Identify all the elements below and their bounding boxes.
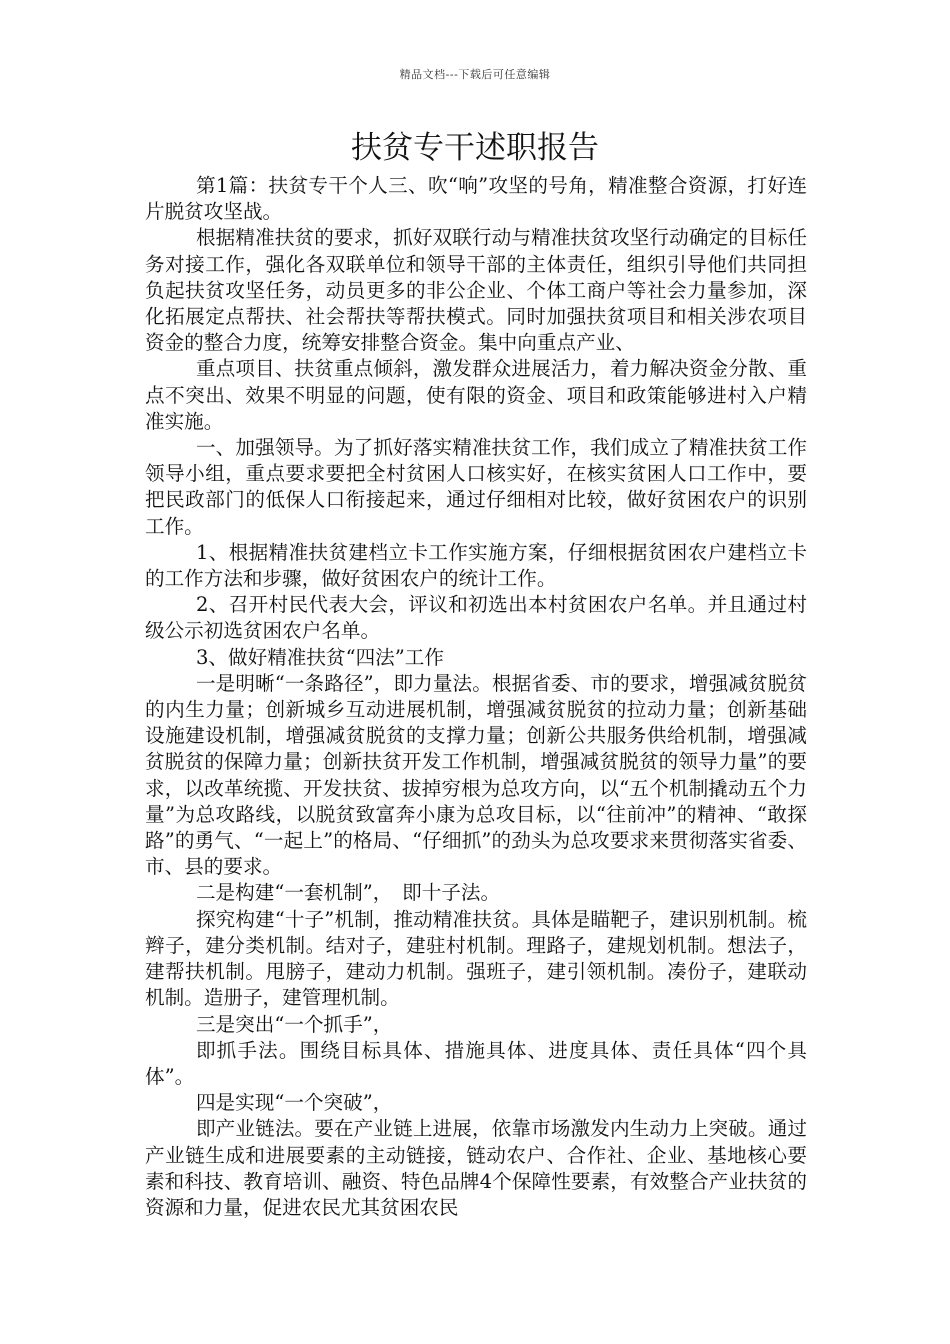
paragraph-6: 2、召开村民代表大会，评议和初选出本村贫困农户名单。并且通过村级公示初选贫困农户名单。 (145, 593, 807, 643)
paragraph-12: 即抓手法。围绕目标具体、措施具体、进度具体、责任具体“四个具体”。 (145, 1038, 807, 1088)
paragraph-5: 1、根据精准扶贫建档立卡工作实施方案，仔细根据贫困农户建档立卡的工作方法和步骤，做好贫困农户的统计工作。 (145, 540, 807, 591)
paragraph-1: 第1篇：扶贫专干个人三、吹“响”攻坚的号角，精准整合资源，打好连片脱贫攻坚战。 (145, 174, 807, 224)
paragraph-14: 即产业链法。要在产业链上进展，依靠市场激发内生动力上突破。通过产业链生成和进展要素的主动链接，链动农户、合作社、企业、基地核心要素和科技、教育培训、融资、特色品牌4个保障性要素，有效整合产业扶贫的资源和力量，促进农民尤其贫困农民 (145, 1117, 807, 1219)
paragraph-11: 三是突出“一个抓手”， (195, 1012, 393, 1036)
paragraph-4: 一、加强领导。为了抓好落实精准扶贫工作，我们成立了精准扶贫工作领导小组，重点要求要把全村贫困人口核实好，在核实贫困人口工作中，要把民政部门的低保人口衔接起来，通过仔细相对比较，做好贫困农户的识别工作。 (145, 436, 807, 538)
paragraph-8: 一是明晰“一条路径”，即力量法。根据省委、市的要求，增强减贫脱贫的内生力量；创新城乡互动进展机制，增强减贫脱贫的拉动力量；创新基础设施建设机制，增强减贫脱贫的支撑力量；创新公共服务供给机制，增强减贫脱贫的保障力量；创新扶贫开发工作机制，增强减贫脱贫的领导力量”的要求，以改革统揽、开发扶贫、拔掉穷根为总攻方向，以“五个机制撬动五个力量”为总攻路线，以脱贫致富奔小康为总攻目标，以“往前冲”的精神、“敢探路”的勇气、“一起上”的格局、“仔细抓”的劲头为总攻要求来贯彻落实省委、市、县的要求。 (145, 671, 807, 879)
document-body (145, 173, 807, 1221)
paragraph-9: 二是构建“一套机制”， 即十子法。 (195, 881, 501, 905)
document-title: 扶贫专干述职报告 (351, 130, 599, 166)
paragraph-7: 3、做好精准扶贫“四法”工作 (195, 645, 444, 669)
paragraph-2: 根据精准扶贫的要求，抓好双联行动与精准扶贫攻坚行动确定的目标任务对接工作，强化各双联单位和领导干部的主体责任，组织引导他们共同担负起扶贫攻坚任务，动员更多的非公企业、个体工商户等社会力量参加，深化拓展定点帮扶、社会帮扶等帮扶模式。同时加强扶贫项目和相关涉农项目资金的整合力度，统筹安排整合资金。集中向重点产业、 (145, 226, 807, 355)
paragraph-13: 四是实现“一个突破”， (195, 1091, 393, 1115)
paragraph-3: 重点项目、扶贫重点倾斜，激发群众进展活力，着力解决资金分散、重点不突出、效果不明显的问题，使有限的资金、项目和政策能够进村入户精准实施。 (145, 357, 807, 433)
header-watermark: 精品文档---下载后可任意编辑 (399, 68, 551, 81)
paragraph-10: 探究构建“十子”机制，推动精准扶贫。具体是瞄靶子，建识别机制。梳辫子，建分类机制。结对子，建驻村机制。理路子，建规划机制。想法子，建帮扶机制。甩膀子，建动力机制。强班子，建引领机制。凑份子，建联动机制。造册子，建管理机制。 (145, 907, 807, 1010)
